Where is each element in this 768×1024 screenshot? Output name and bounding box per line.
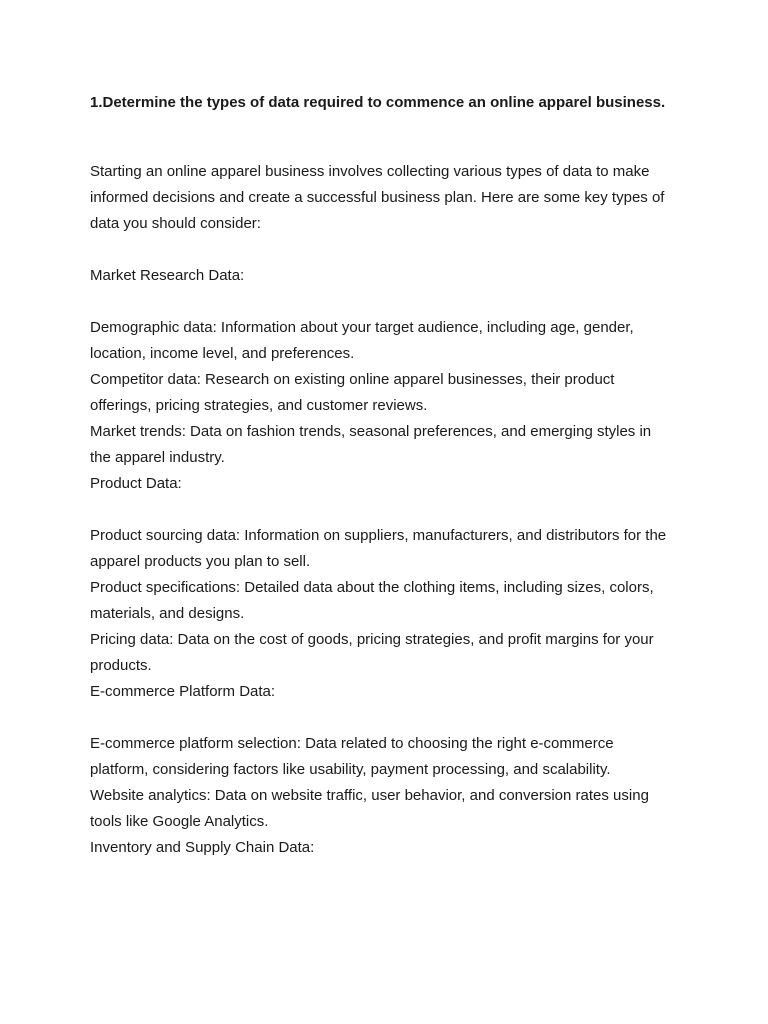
body-line: Pricing data: Data on the cost of goods, pricing strategies, and profit margins for your xyxy=(90,631,654,648)
body-line: location, income level, and preferences. xyxy=(90,345,355,362)
body-line: Product sourcing data: Information on suppliers, manufacturers, and distributors for the xyxy=(90,527,667,544)
body-line: Competitor data: Research on existing online apparel businesses, their product xyxy=(90,371,615,388)
body-line: Website analytics: Data on website traffic, user behavior, and conversion rates using xyxy=(90,787,649,804)
body-line: data you should consider: xyxy=(90,215,261,232)
document-heading: 1.Determine the types of data required to commence an online apparel business. xyxy=(90,94,666,111)
section-label: E-commerce Platform Data: xyxy=(90,683,276,700)
body-line: the apparel industry. xyxy=(90,449,225,466)
body-line: E-commerce platform selection: Data related to choosing the right e-commerce xyxy=(90,735,614,752)
body-line: platform, considering factors like usability, payment processing, and scalability. xyxy=(90,761,611,778)
section-label: Inventory and Supply Chain Data: xyxy=(90,839,315,856)
body-line: informed decisions and create a successful business plan. Here are some key types of xyxy=(90,189,665,206)
body-line: products. xyxy=(90,657,152,674)
body-line: materials, and designs. xyxy=(90,605,245,622)
section-label: Market Research Data: xyxy=(90,267,245,284)
body-line: Demographic data: Information about your target audience, including age, gender, xyxy=(90,319,634,336)
body-line: offerings, pricing strategies, and customer reviews. xyxy=(90,397,428,414)
body-line: tools like Google Analytics. xyxy=(90,813,269,830)
body-line: apparel products you plan to sell. xyxy=(90,553,311,570)
body-line: Product specifications: Detailed data about the clothing items, including sizes, colors, xyxy=(90,579,654,596)
body-line: Starting an online apparel business involves collecting various types of data to make xyxy=(90,163,650,180)
section-label: Product Data: xyxy=(90,475,182,492)
body-line: Market trends: Data on fashion trends, seasonal preferences, and emerging styles in xyxy=(90,423,652,440)
